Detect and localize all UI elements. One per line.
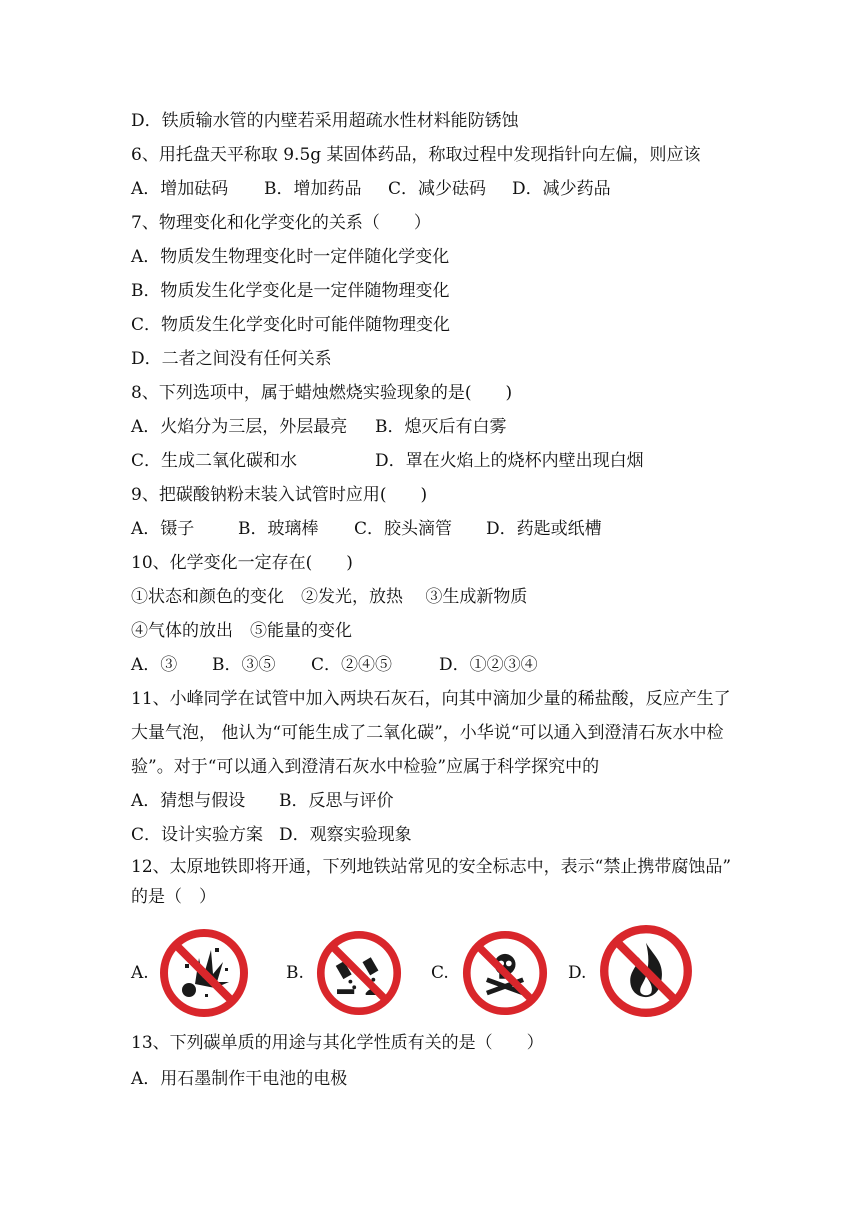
q11-option-c: C．设计实验方案 [131,825,264,845]
q12-option-b-label: B. [286,963,304,983]
q11-option-a: A．猜想与假设 [131,791,246,811]
q8-option-a: A．火焰分为三层，外层最亮 [131,417,348,437]
q7-option-d: D．二者之间没有任何关系 [131,349,332,369]
q6-option-c: C．减少砝码 [388,179,487,199]
q7-stem: 7、物理变化和化学变化的关系（ ） [131,213,431,233]
q10-option-b: B．③⑤ [212,655,276,675]
q8-option-b: B．熄灭后有白雾 [375,417,507,437]
q11-stem-line3: 验”。对于“可以通入到澄清石灰水中检验”应属于科学探究中的 [131,757,600,777]
q12-stem-line1: 12、太原地铁即将开通，下列地铁站常见的安全标志中，表示“禁止携带腐蚀品” [131,857,732,877]
flammable-prohibited-sign-icon [599,924,693,1022]
q8-stem: 8、下列选项中，属于蜡烛燃烧实验现象的是( ) [131,383,513,403]
q9-option-d: D．药匙或纸槽 [486,519,602,539]
q11-stem-line1: 11、小峰同学在试管中加入两块石灰石，向其中滴加少量的稀盐酸，反应产生了 [131,689,731,709]
q10-option-d: D．①②③④ [439,655,538,675]
q6-option-b: B．增加药品 [264,179,362,199]
q12-sign-options [131,928,731,1018]
q12-option-c-label: C. [431,963,449,983]
q9-stem: 9、把碳酸钠粉末装入试管时应用( ) [131,485,428,505]
q11-stem-line2: 大量气泡， 他认为“可能生成了二氧化碳”，小华说“可以通入到澄清石灰水中检 [131,723,724,743]
q10-statements-1: ①状态和颜色的变化 ②发光，放热 ③生成新物质 [131,587,528,607]
q10-stem: 10、化学变化一定存在( ) [131,553,353,573]
q11-option-b: B．反思与评价 [279,791,394,811]
q7-option-c: C．物质发生化学变化时可能伴随物理变化 [131,315,451,335]
q10-option-a: A．③ [131,655,178,675]
q9-option-c: C．胶头滴管 [354,519,453,539]
q12-option-a-label: A. [131,963,149,983]
toxic-prohibited-sign-icon [462,930,548,1020]
corrosive-prohibited-sign-icon [316,930,402,1020]
q9-option-a: A．镊子 [131,519,195,539]
q10-statements-2: ④气体的放出 ⑤能量的变化 [131,621,352,641]
q7-option-a: A．物质发生物理变化时一定伴随化学变化 [131,247,450,267]
q7-option-b: B．物质发生化学变化是一定伴随物理变化 [131,281,450,301]
q5-option-d: D．铁质输水管的内壁若采用超疏水性材料能防锈蚀 [131,111,519,131]
q6-stem: 6、用托盘天平称取 9.5g 某固体药品，称取过程中发现指针向左偏，则应该 [131,145,701,165]
q13-stem: 13、下列碳单质的用途与其化学性质有关的是（ ） [131,1033,544,1053]
q8-option-c: C．生成二氧化碳和水 [131,451,298,471]
q13-option-a: A．用石墨制作干电池的电极 [131,1069,348,1089]
q8-option-d: D．罩在火焰上的烧杯内壁出现白烟 [375,451,644,471]
q9-option-b: B．玻璃棒 [238,519,319,539]
q6-option-d: D．减少药品 [512,179,611,199]
q6-option-a: A．增加砝码 [131,179,229,199]
q12-stem-line2: 的是（ ） [131,887,216,907]
q10-option-c: C．②④⑤ [311,655,393,675]
q11-option-d: D．观察实验现象 [279,825,412,845]
explosive-prohibited-sign-icon [159,928,249,1022]
q12-option-d-label: D. [568,963,587,983]
